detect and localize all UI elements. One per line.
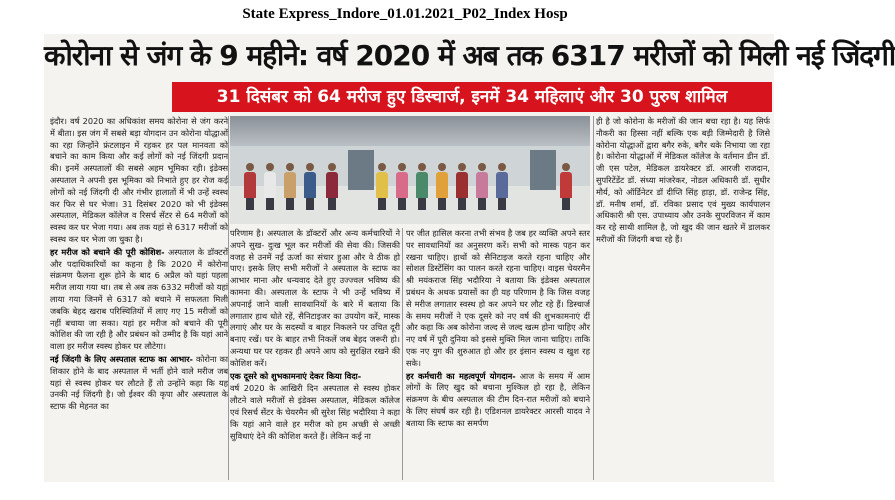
photo-person [284,163,296,210]
paragraph: अस्पताल के डॉक्टरों और पदाधिकारियों का कहना है कि 2020 में कोरोना संक्रमण फैलना शुरू होने के बाद 6 अप्रैल को यहां पहला मरीज लाया गया था। तब से अब तक 6332 मरीजों को यहां लाया गया जिनमें से 6317 को बचाने में सफलता मिली जबकि बेहद खराब परिस्थितियों में लाए गए 15 मरीजों को नहीं बचाया जा सका। यहां हर मरीज को बचाने की पूरी कोशिश की जा रही है और प्रबंधन को उम्मीद है कि यहां आने वाला हर मरीज स्वस्थ होकर घर लौटेगा। [50,246,229,352]
paragraph: परिणाम है। अस्पताल के डॉक्टरों और अन्य कर्मचारियों ने अपने सुख- दुःख भूल कर मरीजों की सेवा की। जिसकी वजह से उनमें नई ऊर्जा का संचार हुआ और वे ठीक हो पाए। इसके लिए सभी मरीजों ने अस्पताल के स्टाफ का आभार माना और धन्यवाद देते हुए उज्ज्वल भविष्य की कामना की। अस्पताल के स्टाफ ने भी उन्हें भविष्य में अपनाई जाने वाली सावधानियों के बारे में बताया कि लगातार हाथ धोते रहें, सैनिटाइजर का उपयोग करें, मास्क लगाएं और घर के सदस्यों व बाहर निकलने पर उचित दूरी बनाए रखें। घर के बाहर तभी निकलें जब बेहद जरूरी हो। अन्यथा घर पर रहकर ही अपने आप को सुरक्षित रखने की कोशिश करें। [230,228,400,368]
paragraph: इंदौर। वर्ष 2020 का अधिकांश समय कोरोना से जंग करने में बीता। इस जंग में सबसे बड़ा योगदान उन कोरोना योद्धाओं का रहा जिन्होंने फ्रंटलाइन में रहकर हर पल मानवता को बचाने का काम किया और कई लोगों को नई जिंदगी प्रदान की। इनमें अस्पतालों की सबसे अहम भूमिका रही। इंडेक्स अस्पताल ने अपनी इस भूमिका को निभाते हुए हर रोज कई लोगों को नई जिंदगी दी और गंभीर हालातों में भी उन्हें स्वस्थ कर फिर से घर भेजा। 31 दिसंबर 2020 को भी इंडेक्स अस्पताल, मेडिकल कॉलेज व रिसर्च सेंटर से 64 मरीजों को स्वस्थ कर घर भेजा गया। अब तक यहां से 6317 मरीजों को स्वस्थ कर घर भेजा जा चुका है। [50,116,228,244]
photo-person [456,163,468,210]
article-column-4 [596,116,770,480]
section-heading: हर मरीज को बचाने की पूरी कोशिश- [50,246,165,257]
paragraph: आज के समय में आम लोगों के लिए खुद को बचाना मुश्किल हो रहा है, लेकिन संक्रमण के बीच अस्पताल की टीम दिन-रात मरीजों को बचाने के लिए संघर्ष कर रही है। एडिशनल डायरेक्टर आरसी यादव ने बताया कि स्टाफ का समर्पण [406,370,591,428]
photo-door [530,150,556,190]
photo-door [348,150,374,190]
photo-person [396,163,408,210]
photo-person [264,163,276,210]
photo-person [436,163,448,210]
article-column-2 [230,228,400,480]
photo-person [244,163,256,210]
photo-ceiling [230,116,590,146]
paragraph: पर जीत हासिल करना तभी संभव है जब हर व्यक्ति अपने स्तर पर सावधानियों का अनुसरण करें। सभी को मास्क पहन कर रखना चाहिए। हाथों को सैनिटाइज करते रहना चाहिए और सोशल डिस्टेंसिंग का पालन करते रहना चाहिए। वाइस चेयरमैन श्री मयंकराज सिंह भदौरिया ने बताया कि इंडेक्स अस्पताल प्रबंधन के अथक प्रयासों का ही यह परिणाम है कि जिस वजह से मरीज लगातार स्वस्थ हो कर अपने घर लौट रहे हैं। डिस्चार्ज के समय मरीजों ने एक दूसरे को नए वर्ष की शुभकामनाएं दीं और कहा कि अब कोरोना जल्द से जल्द खत्म होना चाहिए और नए वर्ष में पूरी दुनिया को इससे मुक्ति मिल जाना चाहिए। ताकि एक नए युग की शुरुआत हो और हर इंसान स्वस्थ व खुश रह सके। [406,228,590,368]
column-divider [402,228,403,480]
photo-person [304,163,316,210]
column-divider [593,116,594,480]
article-column-1 [50,116,228,480]
article-column-3 [406,228,590,480]
paragraph: वर्ष 2020 के आखिरी दिन अस्पताल से स्वस्थ होकर लौटने वाले मरीजों से इंडेक्स अस्पताल, मेडिकल कॉलेज एवं रिसर्च सेंटर के चेयरमैन श्री सुरेश सिंह भदौरिया ने कहा कि यहां आने वाले हर मरीज को हम अच्छी से अच्छी सुविधाएं देने की कोशिश करते हैं। लेकिन कई ना [230,383,400,441]
section-heading: नई जिंदगी के लिए अस्पताल स्टाफ का आभार- [50,353,193,364]
headline: कोरोना से जंग के 9 महीने: वर्ष 2020 में अब तक 6317 मरीजों को मिली नई जिंदगी [44,39,895,72]
photo-person [560,163,572,210]
photo-person [416,163,428,210]
column-divider [228,116,229,480]
paragraph: कोरोना का शिकार होने के बाद अस्पताल में भर्ती होने वाले मरीज जब यहां से स्वस्थ होकर घर लौटते हैं तो उन्होंने कहा कि यह उनकी नई जिंदगी है। जो ईश्वर की कृपा और अस्पताल के स्टाफ की मेहनत का [50,353,228,412]
photo-person [376,163,388,210]
section-heading: एक दूसरे को शुभकामनाएं देकर किया विदा- [230,370,362,381]
group-photo [230,116,590,224]
paragraph: ही है जो कोरोना के मरीजों की जान बचा रहा है। यह सिर्फ नौकरी का हिस्सा नहीं बल्कि एक बड़ी जिम्मेदारी है जिसे कोरोना योद्धाओं द्वारा बगैर रुके, बगैर थके निभाया जा रहा है। कोरोना योद्धाओं में मेडिकल कॉलेज के वर्तमान डीन डॉ. जी एस पटेल, मेडिकल डायरेक्टर डॉ. आरजी राजदान, सुपरिटेंडेंट डॉ. संध्या मांजरेकर, नोडल अधिकारी डॉ. सुधीर मौर्य, को ऑर्डिनेटर डॉ दीप्ति सिंह हाड़ा, डॉ. राजेन्द्र सिंह, डॉ. मनीष शर्मा, डॉ. रविका प्रसाद एवं मुख्य कार्यपालन अधिकारी श्री एस. उपाध्याय और उनके सुपरविजन में काम कर रहे साथी शामिल है, जो खुद की जान खतरे में डालकर मरीजों की जिंदगी बचा रहे हैं। [596,116,770,244]
clipping-caption: State Express_Indore_01.01.2021_P02_Index Hosp [242,6,568,22]
sub-headline-banner: 31 दिसंबर को 64 मरीज हुए डिस्चार्ज, इनमें 34 महिलाएं और 30 पुरुष शामिल [172,82,772,112]
photo-person [476,163,488,210]
photo-person [326,163,338,210]
section-heading: हर कर्मचारी का महत्वपूर्ण योगदान- [406,370,516,381]
newspaper-clipping [44,34,895,482]
photo-person [496,163,508,210]
